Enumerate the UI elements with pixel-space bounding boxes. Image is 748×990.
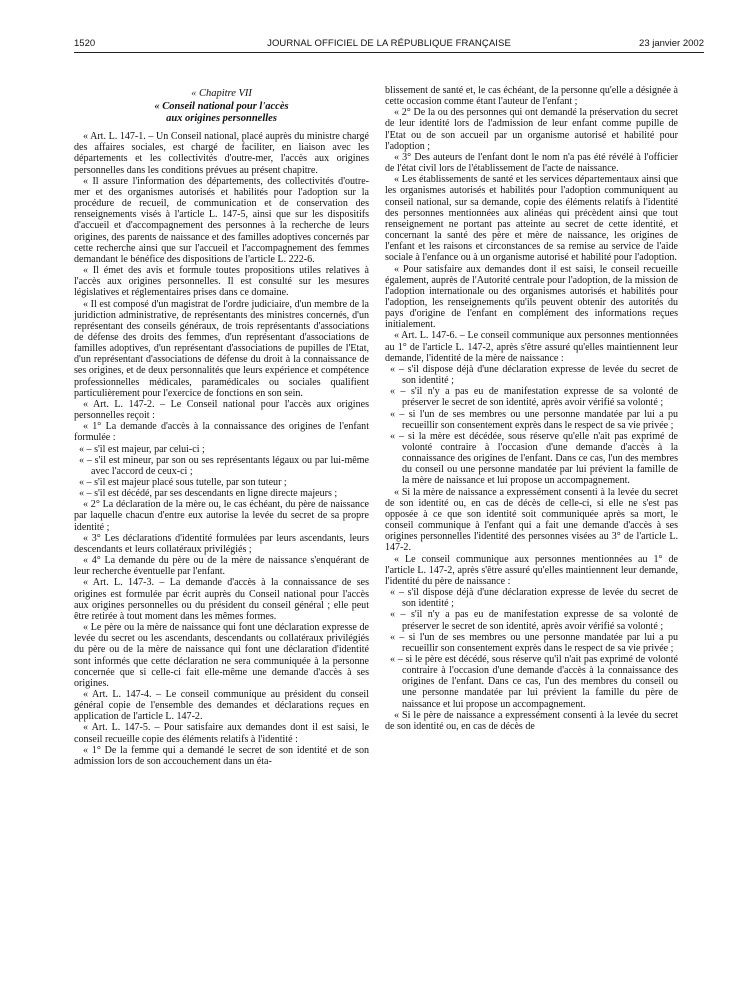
journal-title: JOURNAL OFFICIEL DE LA RÉPUBLIQUE FRANÇAISE — [267, 38, 511, 49]
page-number: 1520 — [74, 38, 96, 49]
paragraph: « 3° Des auteurs de l'enfant dont le nom n'a pas été révélé à l'officier de l'état civil lors de l'établissement de l'acte de naissance. — [385, 151, 678, 175]
paragraph: « Le père ou la mère de naissance qui font une déclaration expresse de levée du secret ou les ascendants, descendants ou collatéraux privilégiés du père ou de la mère de naissance qui font une déclaration d'identité sont informés que cette déclaration ne sera communiquée à la personne concernée que si celle-ci fait elle-même une demande d'accès à ses origines. — [74, 622, 369, 689]
list-item: « – si l'un de ses membres ou une personne mandatée par lui a pu recueillir son consentement exprès dans le respect de sa vie privée ; — [390, 631, 678, 654]
paragraph: « Le conseil communique aux personnes mentionnées au 1° de l'article L. 147-2, après s'être assuré qu'elles maintiennent leur demande, l'identité du père de naissance : — [385, 553, 678, 587]
paragraph: « Art. L. 147-6. – Le conseil communique aux personnes mentionnées au 1° de l'article L. 147-2, après s'être assuré qu'elles maintiennent leur demande, l'identité de la mère de naissance : — [385, 330, 678, 364]
paragraph: « Art. L. 147-5. – Pour satisfaire aux demandes dont il est saisi, le conseil recueille copie des éléments relatifs à l'identité : — [74, 722, 369, 745]
paragraph: « Il émet des avis et formule toutes propositions utiles relatives à l'accès aux origines personnelles. Il est consulté sur les mesures législatives et réglementaires prises dans ce domaine. — [74, 265, 369, 299]
paragraph: « Il assure l'information des départements, des collectivités d'outre-mer et des organismes autorisés et habilités pour l'adoption sur la procédure de recueil, de communication et de conservation des renseignements visés à l'article L. 147-5, ainsi que sur les dispositifs d'accueil et d'accompagnement des personnes à la recherche de leurs origines, des parents de naissance et des familles adoptives concernés par cette recherche ainsi que sur l'accueil et l'accompagnement des femmes demandant le bénéfice des dispositions de l'article L. 222-6. — [74, 175, 369, 265]
issue-date: 23 janvier 2002 — [639, 38, 704, 49]
paragraph: « Il est composé d'un magistrat de l'ordre judiciaire, d'un membre de la juridiction administrative, de représentants des ministres concernés, d'un représentant des conseils généraux, de trois représentants d'associations de défense des droits des femmes, d'un représentant d'associations de familles adoptives, d'un représentant d'associations de pupilles de l'Etat, d'un représentant d'associations de défense du droit à la connaissance de ses origines, et de deux personnalités que leurs expérience et compétence professionnelles médicales, paramédicales ou sociales qualifient particulièrement pour l'exercice de fonctions en son sein. — [74, 298, 369, 399]
list-item: « – s'il est décédé, par ses descendants en ligne directe majeurs ; — [79, 488, 338, 500]
paragraph: « Art. L. 147-4. – Le conseil communique au président du conseil général copie de l'ensemble des demandes et déclarations reçues en application de l'article L. 147-2. — [74, 688, 369, 723]
list-item: « – si l'un de ses membres ou une personne mandatée par lui a pu recueillir son consentement exprès dans le respect de sa vie privée ; — [390, 408, 678, 431]
list-item: « – s'il est majeur, par celui-ci ; — [79, 443, 205, 455]
list-item: « – si le père est décédé, sous réserve qu'il n'ait pas exprimé de volonté contraire à l'occasion d'une demande d'accès à la connaissance des origines de l'enfant. Dans ce cas, l'un des membres du conseil ou une personne mandatée par lui prévient la famille du père de naissance et lui propose un accompagnement. — [390, 653, 678, 710]
paragraph: « 1° De la femme qui a demandé le secret de son identité et de son admission lors de son accouchement dans un éta- — [74, 744, 369, 767]
paragraph: « 2° De la ou des personnes qui ont demandé la préservation du secret de leur identité lors de l'admission de leur enfant comme pupille de l'Etat ou de son accueil par un organisme autorisé et habilité pour l'adoption ; — [385, 107, 678, 152]
list-item: « – si la mère est décédée, sous réserve qu'elle n'ait pas exprimé de volonté contraire à l'occasion d'une demande d'accès à la connaissance des origines de l'enfant. Dans ce cas, l'un des membres du conseil ou une personne mandatée par lui prévient la famille de la mère de naissance et lui propose un accompagnement. — [390, 430, 678, 487]
paragraph: « Art. L. 147-1. – Un Conseil national, placé auprès du ministre chargé des affaires sociales, est chargé de faciliter, en liaison avec les départements et les collectivités d'outre-mer, l'accès aux origines personnelles dans les conditions prévues au présent chapitre. — [74, 131, 369, 176]
left-column — [74, 88, 369, 767]
paragraph: « 3° Les déclarations d'identité formulées par leurs ascendants, leurs descendants et leurs collatéraux privilégiés ; — [74, 532, 369, 555]
paragraph: « Pour satisfaire aux demandes dont il est saisi, le conseil recueille également, auprès de l'Autorité centrale pour l'adoption, de la mission de l'adoption internationale ou des organismes autorisés et habilités pour l'adoption, les renseignements qu'ils peuvent obtenir des autorités du pays d'origine de l'enfant en complément des informations reçues initialement. — [385, 263, 678, 331]
list-item: « – s'il dispose déjà d'une déclaration expresse de levée du secret de son identité ; — [390, 587, 678, 610]
chapter-subtitle-line-1: « Conseil national pour l'accès — [154, 101, 289, 113]
paragraph: « Art. L. 147-3. – La demande d'accès à la connaissance de ses origines est formulée par écrit auprès du Conseil national pour l'accès aux origines personnelles ou du président du conseil général ; elle peut être retirée à tout moment dans les mêmes formes. — [74, 577, 369, 622]
paragraph: blissement de santé et, le cas échéant, de la personne qu'elle a désignée à cette occasion comme étant l'auteur de l'enfant ; — [385, 85, 678, 108]
chapter-heading: « Chapitre VII — [191, 88, 252, 99]
paragraph: « Les établissements de santé et les services départementaux ainsi que les organismes autorisés et habilités pour l'adoption communiquent au conseil national, sur sa demande, copie des éléments relatifs à l'identité des personnes mentionnées aux alinéas qui précèdent ainsi que tout renseignement ne portant pas atteinte au secret de cette identité, et concernant la santé des père et mère de naissance, les origines de l'enfant et les raisons et circonstances de sa remise au service de l'aide sociale à l'enfance ou à un organisme autorisé et habilité pour l'adoption. — [385, 174, 678, 264]
paragraph: « 4° La demande du père ou de la mère de naissance s'enquérant de leur recherche éventuelle par l'enfant. — [74, 555, 369, 578]
list-item: « – s'il est mineur, par son ou ses représentants légaux ou par lui-même avec l'accord de ceux-ci ; — [79, 454, 369, 477]
left-paragraphs — [74, 131, 369, 767]
list-item: « – s'il n'y a pas eu de manifestation expresse de sa volonté de préserver le secret de son identité, après avoir vérifié sa volonté ; — [390, 609, 678, 632]
chapter-subtitle — [74, 101, 369, 125]
paragraph: « 2° La déclaration de la mère ou, le cas échéant, du père de naissance par laquelle chacun d'entre eux autorise la levée du secret de sa propre identité ; — [74, 499, 369, 533]
paragraph: « 1° La demande d'accès à la connaissance des origines de l'enfant formulée : — [74, 421, 369, 444]
paragraph: « Si la mère de naissance a expressément consenti à la levée du secret de son identité ou, en cas de décès de celle-ci, si elle ne s'est pas opposée à ce que son identité soit communiquée après sa mort, le conseil communique à l'enfant qui a fait une demande d'accès à ses origines personnelles l'identité des personnes visées au 3° de l'article L. 147-2. — [385, 486, 678, 554]
paragraph: « Si le père de naissance a expressément consenti à la levée du secret de son identité ou, en cas de décès de — [385, 709, 678, 732]
list-item: « – s'il dispose déjà d'une déclaration expresse de levée du secret de son identité ; — [390, 363, 678, 387]
list-item: « – s'il est majeur placé sous tutelle, par son tuteur ; — [79, 477, 287, 488]
list-item: « – s'il n'y a pas eu de manifestation expresse de sa volonté de préserver le secret de son identité, après avoir vérifié sa volonté ; — [390, 386, 678, 409]
chapter-subtitle-line-2: aux origines personnelles — [166, 113, 277, 125]
page-header — [74, 38, 704, 53]
right-column — [385, 85, 678, 732]
paragraph: « Art. L. 147-2. – Le Conseil national pour l'accès aux origines personnelles reçoit : — [74, 398, 369, 422]
